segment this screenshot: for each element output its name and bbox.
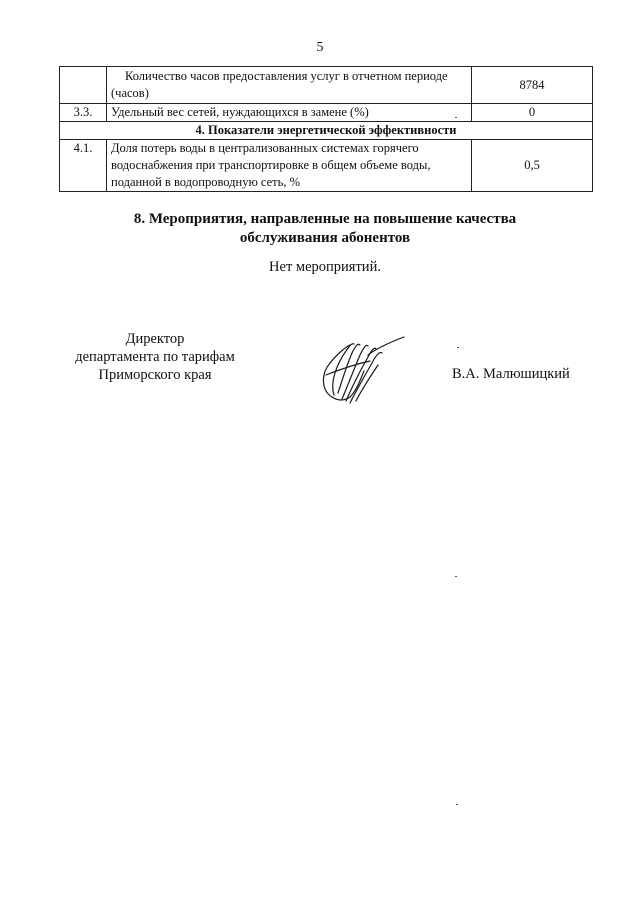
signatory-title-line: Приморского края [98,367,212,383]
row-description: Удельный вес сетей, нуждающихся в замене (%) [107,104,472,122]
row-number: 4.1. [60,140,107,192]
signatory-name: В.А. Малюшицкий [452,366,570,382]
table-row [60,67,593,104]
section-body: Нет мероприятий. [269,259,381,275]
scan-speck [457,347,459,348]
row-value: 8784 [472,67,593,104]
scan-speck [455,576,457,577]
handwritten-signature [312,335,408,407]
scan-speck [456,804,458,805]
row-description: Доля потерь воды в централизованных системах горячего водоснабжения при транспортировке в общем объеме воды, поданной в водопроводную сеть, % [107,140,472,192]
row-number: 3.3. [60,104,107,122]
signatory-title [55,330,255,384]
section-heading-line: 8. Мероприятия, направленные на повышение качества [133,211,517,227]
row-description: Количество часов предоставления услуг в отчетном периоде (часов) [107,67,472,104]
scan-speck [455,117,457,118]
table-row [60,104,593,122]
indicators-table [59,66,593,192]
table-section-row [60,122,593,140]
page-number: 5 [316,40,324,55]
table-row [60,140,593,192]
row-number [60,67,107,104]
signatory-title-line: Директор [125,331,185,347]
row-value: 0 [472,104,593,122]
section-heading-line: обслуживания абонентов [239,230,411,246]
row-value: 0,5 [472,140,593,192]
section-heading [0,210,640,248]
section-title: 4. Показатели энергетической эффективности [60,122,593,140]
signatory-title-line: департамента по тарифам [75,349,235,365]
